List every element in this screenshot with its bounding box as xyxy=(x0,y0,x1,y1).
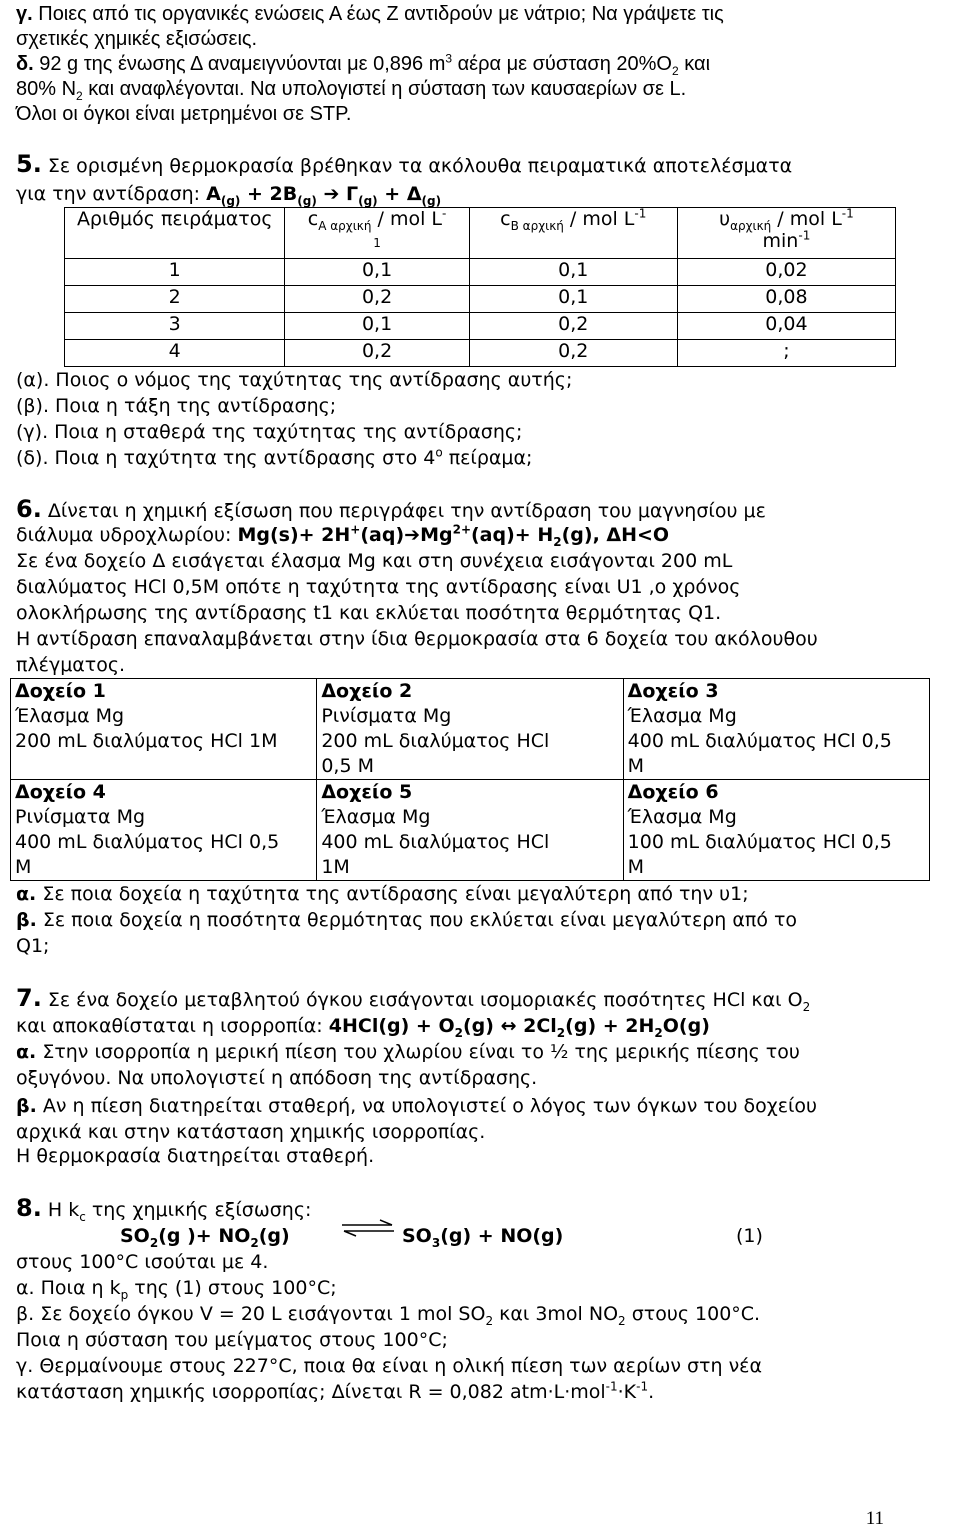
table-header-row xyxy=(65,208,896,259)
sub: (g) xyxy=(358,193,378,208)
text: A xyxy=(206,183,221,205)
header-experiment xyxy=(65,208,285,259)
q7-note: Η θερμοκρασία διατηρείται σταθερή. xyxy=(16,1145,375,1167)
label-g: γ. xyxy=(16,3,33,25)
text: Γ xyxy=(339,183,359,205)
q7-qa-line2: οξυγόνου. Να υπολογιστεί η απόδοση της αντίδρασης. xyxy=(16,1067,538,1089)
div: Δοχείο 6 xyxy=(627,781,719,803)
text: α. Ποια η k xyxy=(16,1277,121,1299)
text: c xyxy=(500,208,511,230)
sub: 3 xyxy=(431,1235,441,1250)
q5-qc: (γ). Ποια η σταθερά της ταχύτητας της αντίδρασης; xyxy=(16,421,523,443)
vessel-row xyxy=(11,780,930,881)
q6-qb xyxy=(16,908,797,932)
td: 1 xyxy=(65,259,285,286)
q6-line1 xyxy=(16,497,766,523)
sub: αρχική xyxy=(730,218,772,233)
sup: -1 xyxy=(841,206,854,221)
div: M xyxy=(15,856,32,878)
vessel-5 xyxy=(317,780,623,881)
text: Mg(s)+ 2H xyxy=(237,524,351,546)
text: Αριθμός πειράματος xyxy=(76,208,273,230)
sup: -1 xyxy=(634,206,647,221)
sub: 2 xyxy=(802,999,811,1014)
text: Αν η πίεση διατηρείται σταθερή, να υπολογιστεί ο λόγος των όγκων του δοχείου xyxy=(36,1095,818,1117)
table-row xyxy=(65,313,896,340)
table-row xyxy=(65,340,896,367)
text: Ποιες από τις οργανικές ενώσεις Α έως Ζ αντιδρούν με νάτριο; Να γράψετε τις xyxy=(32,3,724,25)
q6-line6: Η αντίδραση επαναλαμβάνεται στην ίδια θερμοκρασία στα 6 δοχεία του ακόλουθου xyxy=(16,628,818,650)
text: β. xyxy=(16,1095,37,1117)
q7-number: 7. xyxy=(16,984,42,1012)
text: α. xyxy=(16,1041,37,1063)
sub: 2 xyxy=(250,1235,259,1250)
td: 0,2 xyxy=(285,340,469,367)
sub: 2 xyxy=(672,64,679,78)
sub: B αρχική xyxy=(510,218,564,233)
text: 4HCl(g) + O xyxy=(328,1015,455,1037)
vessel-6 xyxy=(623,780,929,881)
text: / mol L xyxy=(771,208,842,230)
div: 200 mL διαλύματος HCl xyxy=(321,730,550,752)
text: Η k xyxy=(41,1199,80,1221)
q8-qc: γ. Θερμαίνουμε στους 227°C, ποια θα είναι η ολική πίεση των αερίων στη νέα xyxy=(16,1355,762,1377)
sup: + xyxy=(350,522,361,537)
q7-equation-line xyxy=(16,1014,710,1038)
text: Σε ορισμένη θερμοκρασία βρέθηκαν τα ακόλουθα πειραματικά αποτελέσματα xyxy=(41,155,793,177)
text: και αναφλέγονται. Να υπολογιστεί η σύσταση των καυσαερίων σε L. xyxy=(82,78,687,100)
text: αέρα με σύσταση 20%O xyxy=(452,53,672,75)
td: 0,2 xyxy=(469,340,677,367)
q8-qb xyxy=(16,1302,760,1326)
text: . xyxy=(648,1381,655,1403)
sup: 2+ xyxy=(452,522,471,537)
text: (aq)+ H xyxy=(471,524,554,546)
q8-equation-number: (1) xyxy=(736,1225,763,1247)
table-row xyxy=(65,286,896,313)
div: 1M xyxy=(321,856,350,878)
q6-line5: ολοκλήρωσης της αντίδρασης t1 και εκλύεται ποσότητα θερμότητας Q1. xyxy=(16,602,722,624)
text: Δίνεται η χημική εξίσωση που περιγράφει την αντίδραση του μαγνησίου με xyxy=(41,500,766,522)
text: (δ). Ποια η ταχύτητα της αντίδρασης στο 4 xyxy=(16,447,436,469)
q7-qb-line2: αρχικά και στην κατάσταση χημικής ισορροπίας. xyxy=(16,1121,486,1143)
text: (g) xyxy=(561,524,593,546)
div: 0,5 M xyxy=(321,755,374,777)
td: 0,04 xyxy=(677,313,895,340)
sub: 2 xyxy=(556,1025,566,1040)
sub: 2 xyxy=(654,1025,663,1040)
text: (g )+ NO xyxy=(158,1225,251,1247)
vessel-row xyxy=(11,679,930,780)
td: 0,1 xyxy=(469,259,677,286)
q7-qb xyxy=(16,1094,817,1118)
div: M xyxy=(627,755,645,777)
q5-qa: (α). Ποιος ο νόμος της ταχύτητας της αντίδρασης αυτής; xyxy=(16,369,573,391)
q8-equation-right xyxy=(402,1224,563,1248)
text: , ΔH<O xyxy=(592,524,670,546)
text: Στην ισορροπία η μερική πίεση του χλωρίου είναι το ½ της μερικής πίεσης του xyxy=(36,1041,800,1063)
text: (g) xyxy=(462,1015,494,1037)
text: + 2B xyxy=(240,183,298,205)
sup: 3 xyxy=(445,51,453,66)
div: Έλασμα Mg xyxy=(627,705,737,727)
q6-line4: διαλύματος HCl 0,5M οπότε η ταχύτητα της αντίδρασης είναι U1 ,ο χρόνος xyxy=(16,576,741,598)
sub: (g) xyxy=(421,193,442,208)
text: ·K xyxy=(617,1381,637,1403)
text: Σε ποια δοχεία η ποσότητα θερμότητας που εκλύεται είναι μεγαλύτερη από το xyxy=(36,909,798,931)
q5-table xyxy=(64,207,896,367)
sup: ο xyxy=(435,445,443,460)
td: 0,1 xyxy=(285,259,469,286)
q5-reaction xyxy=(16,182,441,206)
question-d xyxy=(16,52,710,76)
question-g xyxy=(16,2,724,26)
q6-line3: Σε ένα δοχείο Δ εισάγεται έλασμα Mg και στη συνέχεια εισάγονται 200 mL xyxy=(16,550,733,572)
div: Δοχείο 5 xyxy=(321,781,413,803)
equilibrium-arrow-icon xyxy=(340,1218,396,1238)
td: 0,02 xyxy=(677,259,895,286)
right-arrow-icon: ➔ xyxy=(323,183,340,205)
text: c xyxy=(307,208,319,230)
q8-line2: στους 100°C ισούται με 4. xyxy=(16,1251,269,1273)
div: 400 mL διαλύματος HCl 0,5 xyxy=(627,730,892,752)
div: 200 mL διαλύματος HCl 1M xyxy=(15,730,278,752)
header-ca xyxy=(285,208,469,259)
q5-qb: (β). Ποια η τάξη της αντίδρασης; xyxy=(16,395,337,417)
text: Σε ένα δοχείο μεταβλητού όγκου εισάγονται ισομοριακές ποσότητες HCl και O xyxy=(41,989,803,1011)
right-arrow-icon: ➔ xyxy=(404,524,421,546)
td: 0,08 xyxy=(677,286,895,313)
text: 92 g της ένωσης Δ αναμειγνύονται με 0,896 m xyxy=(33,53,446,75)
sub: 2 xyxy=(485,1313,494,1328)
q7-line1 xyxy=(16,986,810,1012)
q8-qb-line2: Ποια η σύσταση του μείγματος στους 100°C; xyxy=(16,1329,448,1351)
td: 4 xyxy=(65,340,285,367)
text: / mol L xyxy=(371,208,443,230)
q6-equation-line xyxy=(16,523,669,547)
div: Έλασμα Mg xyxy=(321,806,431,828)
sup: -1 xyxy=(636,1379,649,1394)
div: Δοχείο 1 xyxy=(15,680,106,702)
sub: 2 xyxy=(553,534,562,549)
text: (g) xyxy=(258,1225,290,1247)
sup: -1 xyxy=(605,1379,618,1394)
q6-number: 6. xyxy=(16,495,42,523)
text: 2Cl xyxy=(523,1015,557,1037)
div: Δοχείο 3 xyxy=(627,680,719,702)
header-rate xyxy=(677,208,895,259)
text: β. Σε δοχείο όγκου V = 20 L εισάγονται 1 mol SO xyxy=(16,1303,486,1325)
div: Έλασμα Mg xyxy=(627,806,737,828)
question-d-line2 xyxy=(16,77,686,101)
q5-number: 5. xyxy=(16,150,42,178)
q5-intro xyxy=(16,152,792,178)
text: και xyxy=(678,53,711,75)
page-number: 11 xyxy=(865,1508,884,1529)
sub: c xyxy=(79,1209,86,1224)
table-row xyxy=(65,259,896,286)
question-d-line3 xyxy=(16,102,351,126)
text: της (1) στους 100°C; xyxy=(128,1277,337,1299)
sub: (g) xyxy=(297,193,317,208)
td: 2 xyxy=(65,286,285,313)
text: 1 xyxy=(373,236,381,250)
div: 100 mL διαλύματος HCl 0,5 xyxy=(627,831,892,853)
text: κατάσταση χημικής ισορροπίας; Δίνεται R = 0,082 atm·L·mol xyxy=(16,1381,606,1403)
sub: 2 xyxy=(76,89,83,103)
text: Mg xyxy=(420,524,453,546)
q8-equation-left xyxy=(120,1224,290,1248)
sub: 2 xyxy=(454,1025,463,1040)
div: Ρινίσματα Mg xyxy=(15,806,146,828)
td: 0,1 xyxy=(285,313,469,340)
text: SO xyxy=(402,1225,432,1247)
question-g-line2 xyxy=(16,27,257,51)
q8-qa xyxy=(16,1276,337,1300)
label-d: δ. xyxy=(16,53,34,75)
sup: - xyxy=(442,206,447,221)
div: 400 mL διαλύματος HCl 0,5 xyxy=(15,831,280,853)
text: της χημικής εξίσωσης: xyxy=(85,1199,312,1221)
q8-line1 xyxy=(16,1196,311,1222)
sub: 2 xyxy=(149,1235,159,1250)
vessel-3 xyxy=(623,679,929,780)
q5-qd xyxy=(16,446,532,470)
q8-number: 8. xyxy=(16,1194,42,1222)
text: σχετικές χημικές εξισώσεις. xyxy=(16,28,258,50)
td: 3 xyxy=(65,313,285,340)
text: διάλυμα υδροχλωρίου: xyxy=(16,524,238,546)
equilibrium-arrow-icon: ↔ xyxy=(500,1015,517,1037)
vessel-2 xyxy=(317,679,623,780)
td: ; xyxy=(677,340,895,367)
text: SO xyxy=(120,1225,150,1247)
sub: A αρχική xyxy=(318,218,372,233)
text: β. xyxy=(16,909,37,931)
text: O(g) xyxy=(662,1015,710,1037)
header-cb xyxy=(469,208,677,259)
div: M xyxy=(627,856,645,878)
td: 0,2 xyxy=(285,286,469,313)
text: min xyxy=(762,230,799,252)
text: (g) + NO(g) xyxy=(440,1225,564,1247)
text: + Δ xyxy=(377,183,422,205)
text: / mol L xyxy=(563,208,635,230)
div: Ρινίσματα Mg xyxy=(321,705,452,727)
text: πείραμα; xyxy=(442,447,533,469)
q8-qc-line2 xyxy=(16,1380,654,1404)
q6-vessel-grid xyxy=(10,678,930,881)
div: Δοχείο 4 xyxy=(15,781,106,803)
text: (aq) xyxy=(360,524,405,546)
text: και 3mol NO xyxy=(493,1303,619,1325)
div: 400 mL διαλύματος HCl xyxy=(321,831,550,853)
vessel-4 xyxy=(11,780,317,881)
q6-line7: πλέγματος. xyxy=(16,654,126,676)
text: 80% N xyxy=(16,78,77,100)
vessel-1 xyxy=(11,679,317,780)
text: Όλοι οι όγκοι είναι μετρημένοι σε STP. xyxy=(16,103,352,125)
text: Σε ποια δοχεία η ταχύτητα της αντίδρασης είναι μεγαλύτερη από την υ1; xyxy=(36,883,749,905)
text: α. xyxy=(16,883,37,905)
text: στους 100°C. xyxy=(625,1303,761,1325)
sub: p xyxy=(120,1287,129,1302)
sup: -1 xyxy=(798,228,811,243)
text: υ xyxy=(719,208,731,230)
sub: (g) xyxy=(220,193,241,208)
div: Έλασμα Mg xyxy=(15,705,125,727)
td: 0,1 xyxy=(469,286,677,313)
q7-qa xyxy=(16,1040,800,1064)
q6-qb-line2: Q1; xyxy=(16,935,50,957)
sub: 2 xyxy=(618,1313,626,1328)
text: και αποκαθίσταται η ισορροπία: xyxy=(16,1015,329,1037)
text: (g) + 2H xyxy=(565,1015,655,1037)
td: 0,2 xyxy=(469,313,677,340)
q6-qa xyxy=(16,882,749,906)
div: Δοχείο 2 xyxy=(321,680,413,702)
text: για την αντίδραση: xyxy=(16,183,207,205)
